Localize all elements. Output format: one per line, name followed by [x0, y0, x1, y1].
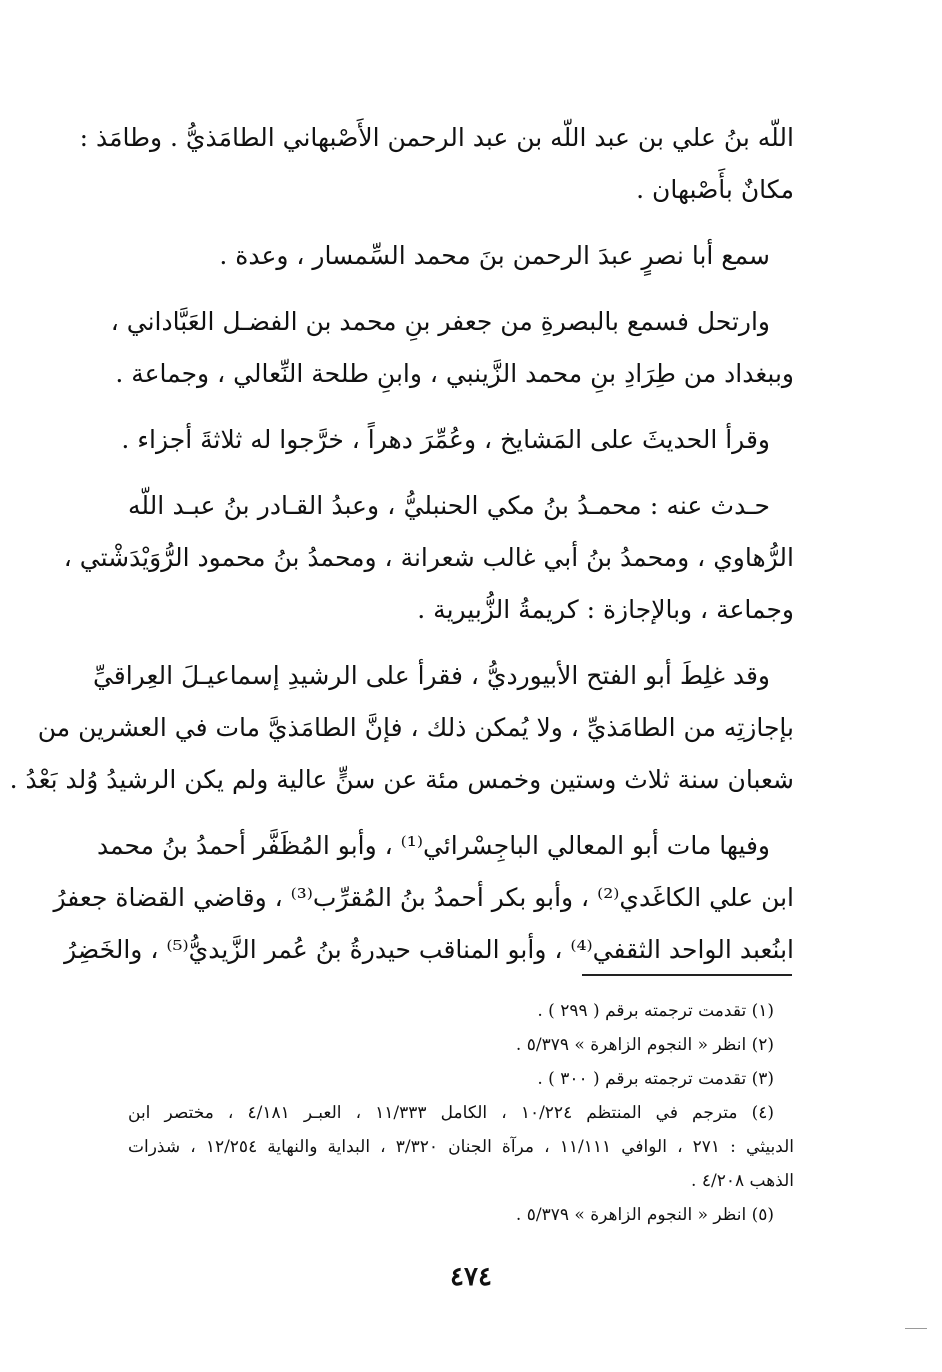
- text-line: وفيها مات أبو المعالي الباجِسْرائي⁽¹⁾ ، وأبو المُظَفَّر أحمدُ بنُ محمد: [96, 831, 770, 860]
- text-line: سمع أبا نصرٍ عبدَ الرحمن بنَ محمد السِّمسار ، وعدة .: [219, 241, 770, 270]
- text-line: بإجازتِه من الطامَذيِّ ، ولا يُمكن ذلك ، فإنَّ الطامَذيَّ مات في العشرين من: [37, 713, 794, 742]
- footnotes: [128, 994, 794, 1232]
- text-line: مكانٌ بأَصْبهان .: [636, 175, 794, 204]
- footnote-line: (١) تقدمت ترجمته برقم ( ٢٩٩ ) .: [537, 1001, 774, 1021]
- text-line: وقرأ الحديثَ على المَشايخ ، وعُمِّرَ دهراً ، خرَّجوا له ثلاثةَ أجزاء .: [121, 425, 770, 454]
- text-line: وببغداد من طِرَادِ بنِ محمد الزَّينبي ، وابنِ طلحة النِّعالي ، وجماعة .: [115, 359, 794, 388]
- footnote-line: (٣) تقدمت ترجمته برقم ( ٣٠٠ ) .: [537, 1069, 774, 1089]
- text-line: اللّه بنُ علي بن عبد اللّه بن عبد الرحمن الأَصْبهاني الطامَذيُّ . وطامَذ :: [79, 123, 794, 152]
- footnote-line: (٥) انظر « النجوم الزاهرة » ٥/٣٧٩ .: [515, 1205, 774, 1225]
- text-line: ابنُعبد الواحد الثقفي⁽⁴⁾ ، وأبو المناقب حيدرةُ بنُ عُمر الزَّيديُّ⁽⁵⁾ ، والخَضِرُ: [64, 935, 794, 964]
- footnote-line: الذهب ٤/٢٠٨ .: [691, 1171, 794, 1191]
- footnote-line: (٤) مترجم في المنتظم ١٠/٢٢٤ ، الكامل ١١/٣٣٣ ، العبـر ٤/١٨١ ، مختصر ابن: [128, 1103, 774, 1123]
- text-line: حـدث عنه : محمـدُ بنُ مكي الحنبليُّ ، وعبدُ القـادر بنُ عبـد اللّه: [128, 491, 770, 520]
- text-line: وقد غلِطَ أبو الفتح الأبيورديُّ ، فقرأ على الرشيدِ إسماعيـلَ العِراقيِّ: [92, 661, 770, 690]
- footnote-line: الدبيثي : ٢٧١ ، الوافي ١١/١١١ ، مرآة الجنان ٣/٣٢٠ ، البداية والنهاية ١٢/٢٥٤ ، شذرات: [128, 1137, 795, 1157]
- text-line: الرُّهاوي ، ومحمدُ بنُ أبي غالب شعرانة ، ومحمدُ بنُ محمود الرُّوَيْدَشْتي ،: [63, 543, 794, 572]
- text-line: ابن علي الكاغَدي⁽²⁾ ، وأبو بكر أحمدُ بنُ المُقرِّب⁽³⁾ ، وقاضي القضاة جعفرُ: [53, 883, 794, 912]
- footnote-separator: [582, 974, 792, 976]
- text-line: وجماعة ، وبالإجازة : كريمةُ الزُّبيرية .: [417, 595, 794, 624]
- main-text: [9, 112, 794, 976]
- footnote-line: (٢) انظر « النجوم الزاهرة » ٥/٣٧٩ .: [515, 1035, 774, 1055]
- text-line: وارتحل فسمع بالبصرةِ من جعفر بنِ محمد بن الفضـل العَبَّاداني ،: [110, 307, 770, 336]
- text-line: شعبان سنة ثلاث وستين وخمس مئة عن سنٍّ عالية ولم يكن الرشيدُ وُلد بَعْدُ .: [9, 765, 794, 794]
- scan-mark: [905, 1328, 927, 1329]
- page-number: ٤٧٤: [450, 1262, 492, 1292]
